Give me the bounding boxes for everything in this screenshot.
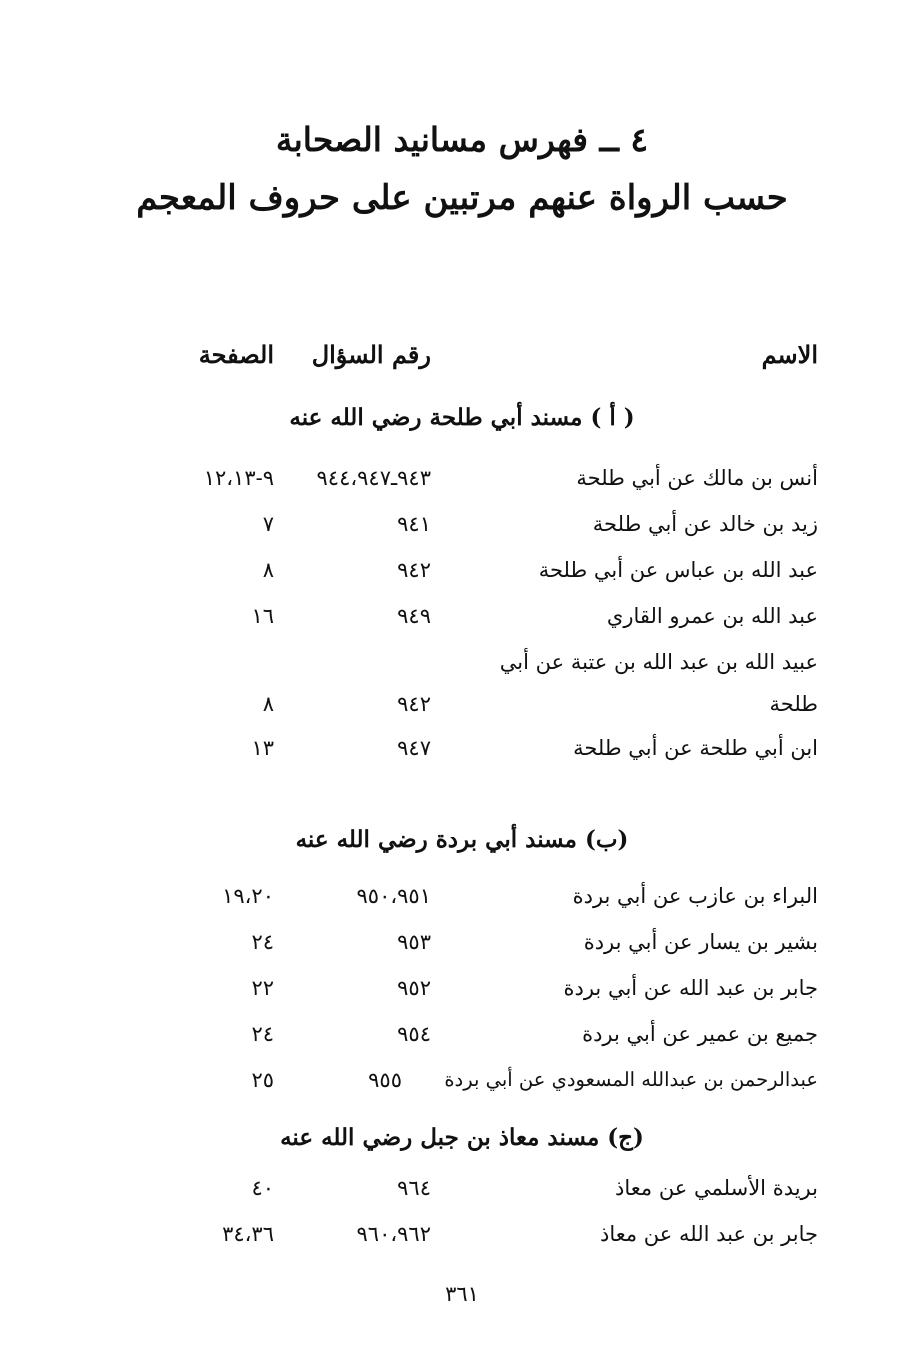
section-title-abi-burda: (ب) مسند أبي بردة رضي الله عنه xyxy=(295,826,629,853)
page-number: ١٩،٢٠ xyxy=(222,884,274,908)
narrator-name: جابر بن عبد الله عن معاذ xyxy=(600,1222,818,1246)
table-row xyxy=(0,1022,924,1062)
table-row xyxy=(0,884,924,924)
table-row xyxy=(0,558,924,598)
page-footer-number: ٣٦١ xyxy=(445,1282,479,1306)
question-number: ٩٤٢ xyxy=(397,692,431,716)
question-number: ٩٤٩ xyxy=(397,604,431,628)
narrator-name: البراء بن عازب عن أبي بردة xyxy=(572,884,818,908)
section-title-muadh: (ج) مسند معاذ بن جبل رضي الله عنه xyxy=(280,1124,644,1151)
section-title-abi-talha: ( أ ) مسند أبي طلحة رضي الله عنه xyxy=(289,404,635,431)
question-number: ٩٤٢ xyxy=(397,558,431,582)
table-row xyxy=(0,466,924,506)
narrator-name: ابن أبي طلحة عن أبي طلحة xyxy=(573,736,818,760)
question-number: ٩٥٥ xyxy=(368,1068,402,1092)
question-number: ٩٥٢ xyxy=(397,976,431,1000)
page-number: ٨ xyxy=(262,692,274,716)
question-number: ٩٤٣ـ٩٤٤،٩٤٧ xyxy=(316,466,431,490)
table-row xyxy=(0,604,924,644)
question-number: ٩٥٣ xyxy=(397,930,431,954)
page-number: ٢٢ xyxy=(251,976,274,1000)
table-row xyxy=(0,1222,924,1262)
question-number: ٩٥٤ xyxy=(397,1022,431,1046)
narrator-name: بريدة الأسلمي عن معاذ xyxy=(615,1176,818,1200)
table-row xyxy=(0,930,924,970)
narrator-name: جابر بن عبد الله عن أبي بردة xyxy=(563,976,818,1000)
page-number: ٣٤،٣٦ xyxy=(222,1222,274,1246)
narrator-name: عبدالرحمن بن عبدالله المسعودي عن أبي بردة xyxy=(444,1068,818,1091)
narrator-name: أنس بن مالك عن أبي طلحة xyxy=(576,466,818,490)
table-row xyxy=(0,692,924,732)
column-header-page: الصفحة xyxy=(198,340,274,369)
page-number: ٤٠ xyxy=(251,1176,274,1200)
index-subtitle: حسب الرواة عنهم مرتبين على حروف المعجم xyxy=(136,178,788,218)
question-number: ٩٤٧ xyxy=(397,736,431,760)
narrator-name: زيد بن خالد عن أبي طلحة xyxy=(592,512,818,536)
question-number: ٩٥٠،٩٥١ xyxy=(356,884,431,908)
narrator-name: بشير بن يسار عن أبي بردة xyxy=(583,930,818,954)
page-number: ١٣ xyxy=(251,736,274,760)
index-title: ٤ ــ فهرس مسانيد الصحابة xyxy=(275,120,649,159)
page-number: ٨ xyxy=(262,558,274,582)
narrator-name: عبد الله بن عباس عن أبي طلحة xyxy=(538,558,818,582)
narrator-name: عبد الله بن عمرو القاري xyxy=(606,604,818,628)
narrator-name: طلحة xyxy=(769,692,818,716)
page-number: ٧ xyxy=(262,512,274,536)
column-header-question: رقم السؤال xyxy=(311,340,431,369)
page-number: ٢٤ xyxy=(251,1022,274,1046)
narrator-name: جميع بن عمير عن أبي بردة xyxy=(582,1022,818,1046)
page-number: ٢٥ xyxy=(251,1068,274,1092)
table-row xyxy=(0,1176,924,1216)
page-number: ٩-١٢،١٣ xyxy=(203,466,274,490)
question-number: ٩٦٤ xyxy=(397,1176,431,1200)
table-row xyxy=(0,1068,924,1108)
table-row xyxy=(0,650,924,690)
page-number: ٢٤ xyxy=(251,930,274,954)
narrator-name: عبيد الله بن عبد الله بن عتبة عن أبي xyxy=(499,650,818,674)
question-number: ٩٦٠،٩٦٢ xyxy=(356,1222,431,1246)
page-number: ١٦ xyxy=(251,604,274,628)
table-row xyxy=(0,736,924,776)
question-number: ٩٤١ xyxy=(397,512,431,536)
table-row xyxy=(0,512,924,552)
table-row xyxy=(0,976,924,1016)
column-header-name: الاسم xyxy=(761,340,818,369)
